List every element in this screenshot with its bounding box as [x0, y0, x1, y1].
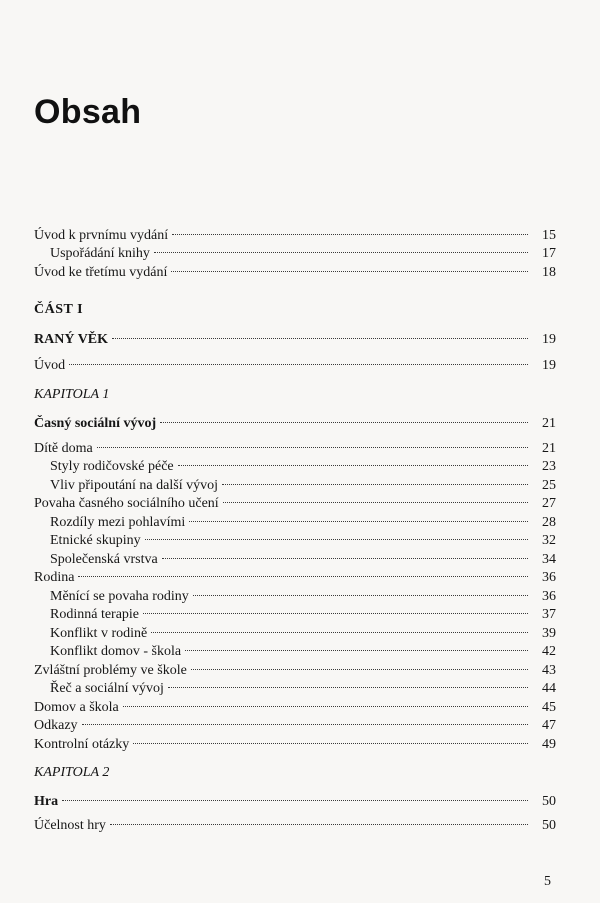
part-heading: ČÁST I — [34, 302, 84, 317]
chapter-heading: KAPITOLA 1 — [34, 387, 110, 402]
dot-leader — [62, 782, 528, 801]
toc-entry — [34, 408, 556, 431]
dot-leader — [178, 447, 528, 466]
dot-leader — [143, 595, 528, 614]
toc-entry-label: Úvod ke třetímu vydání — [34, 265, 168, 280]
dot-leader — [160, 404, 528, 423]
toc-entry — [34, 810, 556, 833]
toc-entry — [34, 350, 556, 373]
toc-entry-page: 49 — [542, 737, 556, 752]
dot-leader — [133, 725, 528, 744]
dot-leader — [168, 669, 528, 688]
toc-entry-label: Styly rodičovské péče — [50, 459, 174, 474]
toc-entry-page: 25 — [542, 478, 556, 493]
dot-leader — [172, 216, 528, 235]
toc-entry-page: 36 — [542, 570, 556, 585]
dot-leader — [78, 558, 528, 577]
dot-leader — [110, 806, 528, 825]
toc-entry-label: Hra — [34, 794, 59, 809]
toc-entry-page: 27 — [542, 496, 556, 511]
dot-leader — [223, 484, 528, 503]
toc-entry-label: Povaha časného sociálního učení — [34, 496, 219, 511]
toc-entry-label: Rozdíly mezi pohlavími — [50, 515, 186, 530]
toc-entry-label: Konflikt v rodině — [50, 626, 148, 641]
toc-entry-label: Účelnost hry — [34, 818, 106, 833]
toc-entry — [34, 786, 556, 809]
toc-entry-page: 15 — [542, 228, 556, 243]
chapter-heading: KAPITOLA 2 — [34, 765, 110, 780]
toc-entry-page: 21 — [542, 441, 556, 456]
toc-entry-page: 50 — [542, 818, 556, 833]
dot-leader — [97, 429, 528, 448]
toc-entry-page: 47 — [542, 718, 556, 733]
toc-entry-page: 18 — [542, 265, 556, 280]
toc-entry-label: Zvláštní problémy ve škole — [34, 663, 187, 678]
toc-entry-label: Řeč a sociální vývoj — [50, 681, 164, 696]
dot-leader — [112, 320, 528, 339]
page-number: 5 — [544, 874, 551, 889]
dot-leader — [171, 253, 528, 272]
toc-entry-label: Domov a škola — [34, 700, 119, 715]
dot-leader — [82, 706, 528, 725]
toc-entry-label: Odkazy — [34, 718, 78, 733]
toc-entry-page: 43 — [542, 663, 556, 678]
dot-leader — [162, 540, 528, 559]
toc-entry-label: Rodinná terapie — [50, 607, 140, 622]
dot-leader — [191, 651, 528, 670]
page-title: Obsah — [34, 93, 142, 131]
dot-leader — [145, 521, 528, 540]
dot-leader — [151, 614, 528, 633]
toc-entry-label: Úvod — [34, 358, 66, 373]
toc-entry-label: Uspořádání knihy — [50, 246, 150, 261]
toc-entry-label: Dítě doma — [34, 441, 93, 456]
toc-entry-label: Konflikt domov - škola — [50, 644, 182, 659]
toc-entry — [34, 257, 556, 280]
toc-entry-page: 34 — [542, 552, 556, 567]
toc-entry-label: Společenská vrstva — [50, 552, 158, 567]
toc-entry-page: 44 — [542, 681, 556, 696]
toc-entry-page: 37 — [542, 607, 556, 622]
toc-entry-page: 42 — [542, 644, 556, 659]
toc-entry-page: 23 — [542, 459, 556, 474]
toc-entry-page: 50 — [542, 794, 556, 809]
toc-entry-page: 36 — [542, 589, 556, 604]
dot-leader — [185, 632, 528, 651]
toc-entry — [34, 324, 556, 347]
toc-entry-page: 32 — [542, 533, 556, 548]
toc-entry-label: Časný sociální vývoj — [34, 416, 157, 431]
toc-entry-label: Vliv připoutání na další vývoj — [50, 478, 218, 493]
dot-leader — [189, 503, 528, 522]
toc-entry-page: 19 — [542, 358, 556, 373]
toc-entry-label: Měnící se povaha rodiny — [50, 589, 189, 604]
toc-entry-label: RANÝ VĚK — [34, 332, 109, 347]
toc-entry-page: 28 — [542, 515, 556, 530]
dot-leader — [69, 346, 528, 365]
toc-entry-page: 19 — [542, 332, 556, 347]
toc-entry-label: Etnické skupiny — [50, 533, 141, 548]
toc-entry-page: 21 — [542, 416, 556, 431]
toc-entry-label: Úvod k prvnímu vydání — [34, 228, 169, 243]
toc-entry-page: 45 — [542, 700, 556, 715]
dot-leader — [123, 688, 528, 707]
toc-entry-page: 17 — [542, 246, 556, 261]
toc-entry-page: 39 — [542, 626, 556, 641]
dot-leader — [193, 577, 528, 596]
dot-leader — [222, 466, 528, 485]
toc-entry-label: Kontrolní otázky — [34, 737, 130, 752]
toc-entry — [34, 729, 556, 752]
dot-leader — [154, 234, 528, 253]
toc-entry-label: Rodina — [34, 570, 75, 585]
